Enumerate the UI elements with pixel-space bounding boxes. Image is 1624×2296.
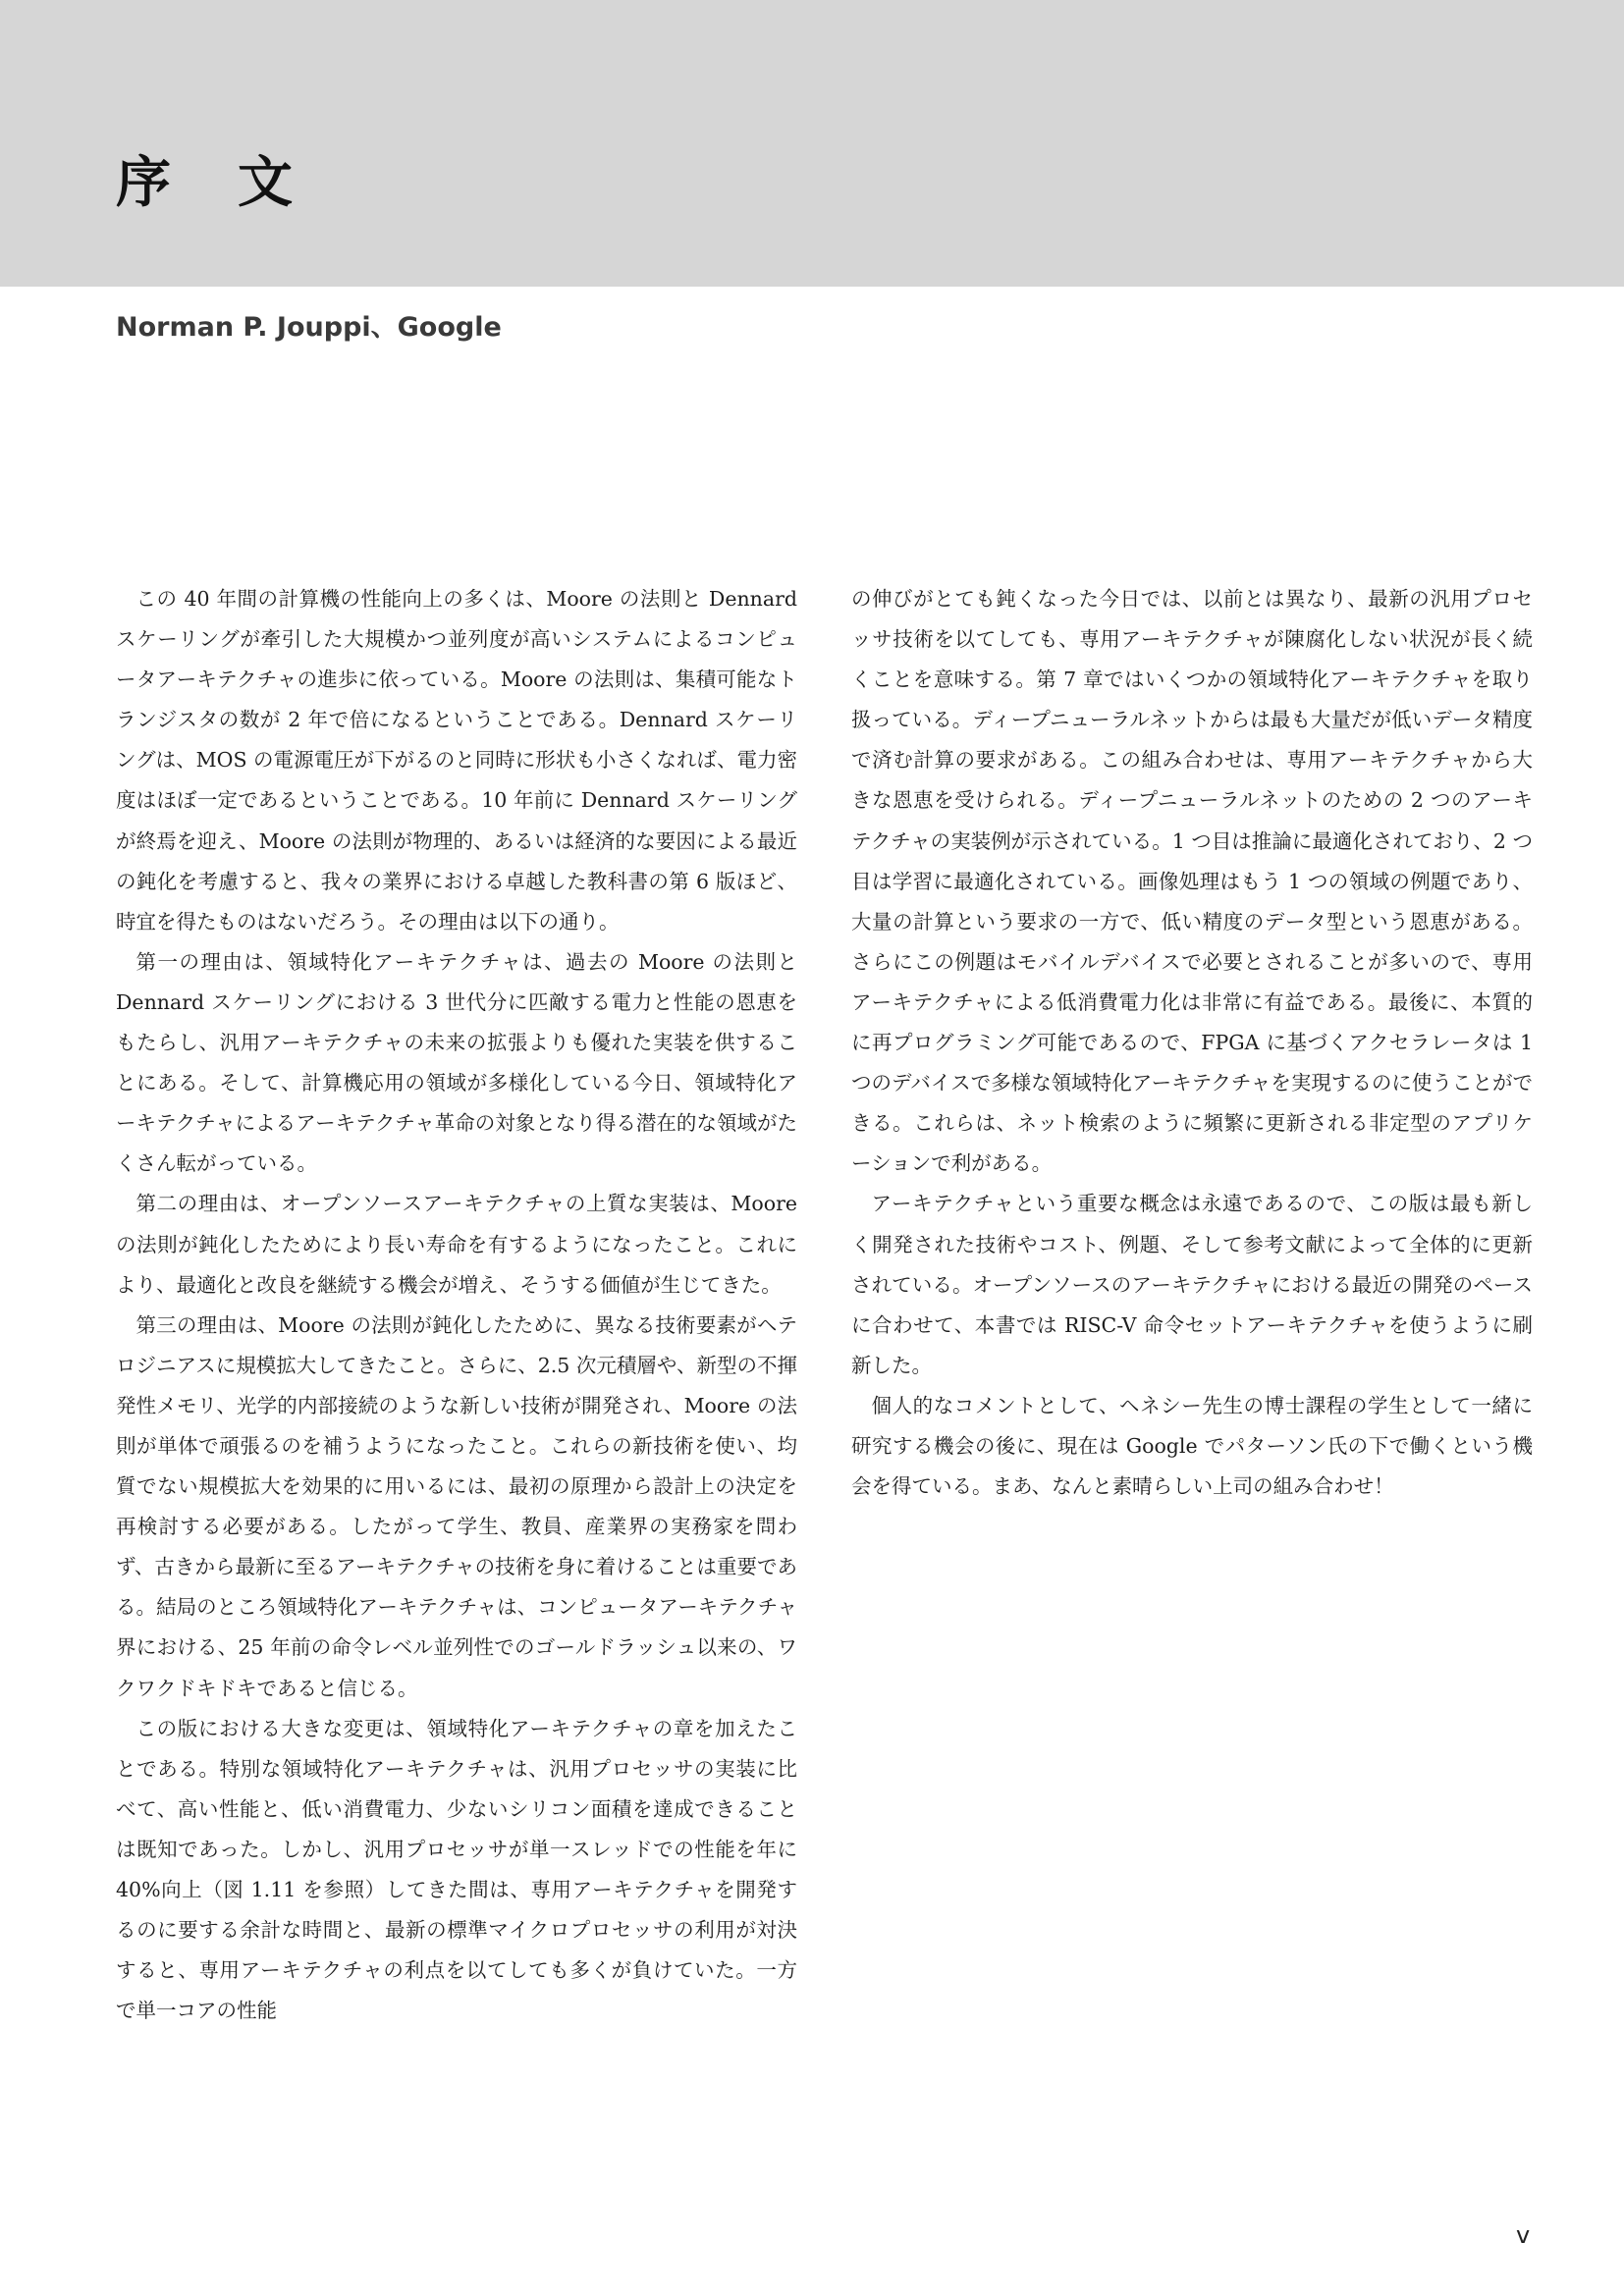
- page-number: v: [1516, 2221, 1531, 2249]
- paragraph: 第二の理由は、オープンソースアーキテクチャの上質な実装は、Moore の法則が鈍化したためにより長い寿命を有するようになったこと。これにより、最適化と改良を継続する機会が増え、そうする価値が生じてきた。: [116, 1192, 797, 1297]
- chapter-header-band: [0, 0, 1624, 287]
- paragraph: 個人的なコメントとして、ヘネシー先生の博士課程の学生として一緒に研究する機会の後に、現在は Google でパターソン氏の下で働くという機会を得ている。まあ、なんと素晴らしい上司の組み合わせ！: [851, 1393, 1533, 1499]
- body-column-right: [851, 579, 1533, 1507]
- paragraph: 第三の理由は、Moore の法則が鈍化したために、異なる技術要素がヘテロジニアスに規模拡大してきたこと。さらに、2.5 次元積層や、新型の不揮発性メモリ、光学的内部接続のような新しい技術が開発され、Moore の法則が単体で頑張るのを補うようになったこと。これらの新技術を使い、均質でない規模拡大を効果的に用いるには、最初の原理から設計上の決定を再検討する必要がある。したがって学生、教員、産業界の実務家を問わず、古きから最新に至るアーキテクチャの技術を身に着けることは重要である。結局のところ領域特化アーキテクチャは、コンピュータアーキテクチャ界における、25 年前の命令レベル並列性でのゴールドラッシュ以来の、ワクワクドキドキであると信じる。: [116, 1312, 797, 1700]
- paragraph: この版における大きな変更は、領域特化アーキテクチャの章を加えたことである。特別な領域特化アーキテクチャは、汎用プロセッサの実装に比べて、高い性能と、低い消費電力、少ないシリコン面積を達成できることは既知であった。しかし、汎用プロセッサが単一スレッドでの性能を年に 40%向上（図 1.11 を参照）してきた間は、専用アーキテクチャを開発するのに要する余計な時間と、最新の標準マイクロプロセッサの利用が対決すると、専用アーキテクチャの利点を以てしても多くが負けていた。一方で単一コアの性能: [116, 1716, 797, 2023]
- author-line: Norman P. Jouppi、Google: [116, 312, 502, 343]
- paragraph-continued: の伸びがとても鈍くなった今日では、以前とは異なり、最新の汎用プロセッサ技術を以てしても、専用アーキテクチャが陳腐化しない状況が長く続くことを意味する。第 7 章ではいくつかの領域特化アーキテクチャを取り扱っている。ディープニューラルネットからは最も大量だが低いデータ精度で済む計算の要求がある。この組み合わせは、専用アーキテクチャから大きな恩恵を受けられる。ディープニューラルネットのための 2 つのアーキテクチャの実装例が示されている。1 つ目は推論に最適化されており、2 つ目は学習に最適化されている。画像処理はもう 1 つの領域の例題であり、大量の計算という要求の一方で、低い精度のデータ型という恩恵がある。さらにこの例題はモバイルデバイスで必要とされることが多いので、専用アーキテクチャによる低消費電力化は非常に有益である。最後に、本質的に再プログラミング可能であるので、FPGA に基づくアクセラレータは 1 つのデバイスで多様な領域特化アーキテクチャを実現するのに使うことができる。これらは、ネット検索のように頻繁に更新される非定型のアプリケーションで利がある。: [851, 587, 1533, 1176]
- paragraph: アーキテクチャという重要な概念は永遠であるので、この版は最も新しく開発された技術やコスト、例題、そして参考文献によって全体的に更新されている。オープンソースのアーキテクチャにおける最近の開発のペースに合わせて、本書では RISC-V 命令セットアーキテクチャを使うように刷新した。: [851, 1192, 1533, 1377]
- paragraph: この 40 年間の計算機の性能向上の多くは、Moore の法則と Dennard スケーリングが牽引した大規模かつ並列度が高いシステムによるコンピュータアーキテクチャの進歩に依っている。Moore の法則は、集積可能なトランジスタの数が 2 年で倍になるということである。Dennard スケーリングは、MOS の電源電圧が下がるのと同時に形状も小さくなれば、電力密度はほぼ一定であるということである。10 年前に Dennard スケーリングが終焉を迎え、Moore の法則が物理的、あるいは経済的な要因による最近の鈍化を考慮すると、我々の業界における卓越した教科書の第 6 版ほど、時宜を得たものはないだろう。その理由は以下の通り。: [116, 587, 797, 934]
- paragraph: 第一の理由は、領域特化アーキテクチャは、過去の Moore の法則と Dennard スケーリングにおける 3 世代分に匹敵する電力と性能の恩恵をもたらし、汎用アーキテクチャの未来の拡張よりも優れた実装を供することにある。そして、計算機応用の領域が多様化している今日、領域特化アーキテクチャによるアーキテクチャ革命の対象となり得る潜在的な領域がたくさん転がっている。: [116, 949, 797, 1176]
- body-column-left: [116, 579, 797, 2031]
- chapter-title: 序文: [116, 150, 359, 215]
